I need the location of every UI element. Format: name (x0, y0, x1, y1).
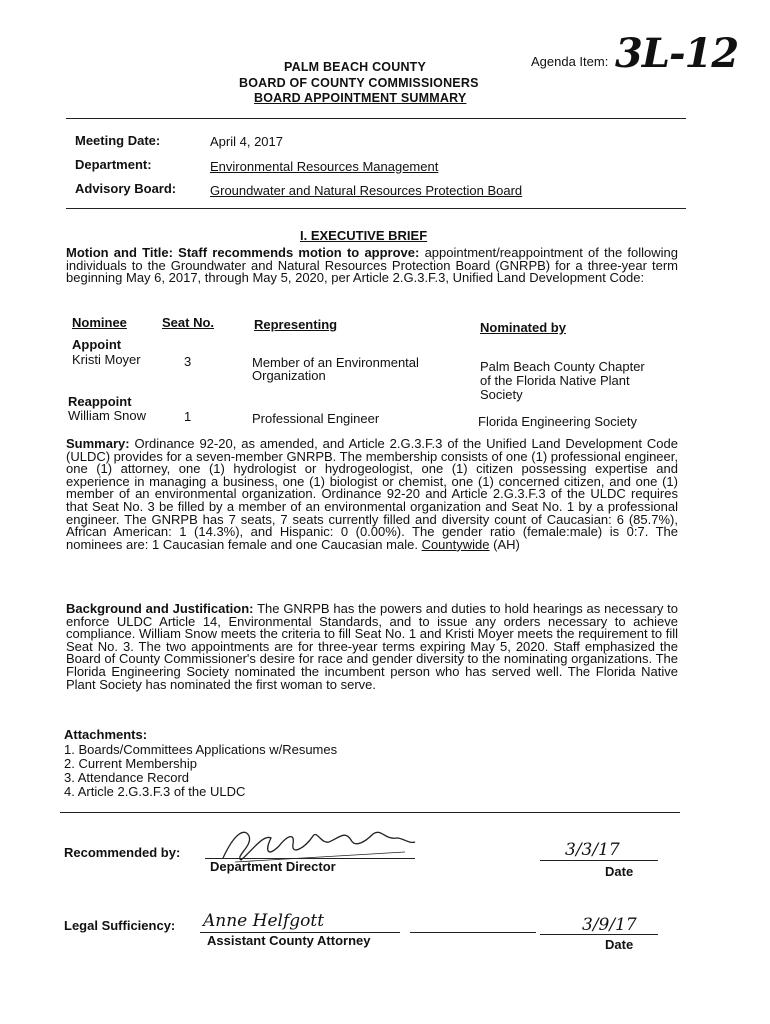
agenda-item-label: Agenda Item: (531, 54, 609, 69)
date-line (540, 934, 658, 935)
nominee-header: Nominee (72, 315, 127, 330)
summary-title: BOARD APPOINTMENT SUMMARY (254, 91, 467, 105)
summary-paragraph (66, 438, 678, 551)
attachment-item: 1. Boards/Committees Applications w/Resumes (64, 742, 338, 757)
advisory-board-value: Groundwater and Natural Resources Protection Board (210, 183, 523, 198)
meeting-date-label: Meeting Date: (75, 133, 161, 148)
seat-header: Seat No. (162, 315, 215, 330)
motion-text: appointment/reappointment of the following individuals to the Groundwater and Natural Resources Protection Board (GNRPB) for a three-year term beginning May 6, 2017, through May 5, 2020, per Article 2.G.3.F.3, Unified Land Development Code: (66, 245, 678, 286)
recommended-by-label: Recommended by: (64, 845, 181, 860)
board-heading: BOARD OF COUNTY COMMISSIONERS (239, 76, 479, 90)
nominee-seat: 1 (184, 409, 192, 424)
section-title: I. EXECUTIVE BRIEF (300, 228, 428, 243)
legal-sufficiency-label: Legal Sufficiency: (64, 918, 176, 933)
summary-suffix: (AH) (493, 536, 520, 552)
date-label: Date (605, 937, 634, 952)
divider (66, 208, 686, 209)
appoint-label: Appoint (72, 337, 122, 352)
attachment-item: 3. Attendance Record (64, 770, 190, 785)
nominee-nominated-by: Palm Beach County Chapter (480, 359, 645, 374)
nominee-nominated-by: Florida Engineering Society (478, 414, 637, 429)
nominated-by-header: Nominated by (480, 320, 566, 335)
meeting-date-value: April 4, 2017 (210, 134, 283, 149)
summary-text: Ordinance 92-20, as amended, and Article 2.G.3.F.3 of the Unified Land Development Code (ULDC) provides for a seven-member GNRPB. The membership consists of one (1) professional engineer, one (1) attorney, one (1) hydrologist or hydrogeologist, one (1) citizen possessing expertise and experience in managing a business, one (1) biologist or chemist, one (1) concerned citizen, and one (1) member of an environmental organization. Ordinance 92-20 and Article 2.G.3.F.3 of the ULDC requires that Seat No. 3 be filled by a member of an environmental organization and Seat No. 1 by a professional engineer. The GNRPB has 7 seats, 7 seats currently filled and diversity count of Caucasian: 6 (85.7%), African American: 1 (14.3%), and Hispanic: 0 (0.00%). The gender ratio (female:male) is 0:7. The nominees are: 1 Caucasian female and one Caucasian male. (66, 436, 678, 552)
department-label: Department: (75, 157, 152, 172)
nominee-representing: Organization (252, 368, 326, 383)
divider (60, 812, 680, 813)
date-label: Date (605, 864, 634, 879)
background-text: The GNRPB has the powers and duties to hold hearings as necessary to enforce ULDC Article 14, Environmental Standards, and to issue any orders necessary to achieve compliance. William Snow meets the criteria to fill Seat No. 1 and Kristi Moyer meets the requirement to fill Seat No. 3. The two appointments are for three-year terms expiring May 5, 2020. Staff emphasized the Board of County Commissioner's desire for race and gender diversity to the nominating organizations. The Florida Engineering Society nominated the incumbent person who has served well. The Florida Native Plant Society has nominated the first woman to serve. (66, 601, 678, 692)
divider (66, 118, 686, 119)
nominee-name: William Snow (68, 408, 147, 423)
background-paragraph (66, 603, 678, 691)
nominee-nominated-by: Society (480, 387, 523, 402)
agenda-item-number: 3L-12 (615, 30, 739, 77)
attachment-item: 4. Article 2.G.3.F.3 of the ULDC (64, 784, 246, 799)
summary-label: Summary: (66, 436, 130, 451)
attachments-label: Attachments: (64, 727, 148, 742)
date-value: 3/9/17 (582, 915, 637, 935)
motion-label: Motion and Title: Staff recommends motion to approve: (66, 245, 420, 260)
background-label: Background and Justification: (66, 601, 254, 616)
advisory-board-label: Advisory Board: (75, 181, 177, 196)
motion-paragraph (66, 247, 678, 285)
attachment-item: 2. Current Membership (64, 756, 197, 771)
nominee-representing: Professional Engineer (252, 411, 380, 426)
reappoint-label: Reappoint (68, 394, 132, 409)
date-value: 3/3/17 (565, 840, 620, 860)
assistant-county-attorney-label: Assistant County Attorney (207, 933, 371, 948)
attorney-signature: Anne Helfgott (203, 911, 325, 931)
department-director-label: Department Director (210, 859, 336, 874)
representing-header: Representing (254, 317, 338, 332)
date-line (540, 860, 658, 861)
signature-line (410, 932, 536, 933)
county-heading: PALM BEACH COUNTY (284, 60, 427, 74)
nominee-name: Kristi Moyer (72, 352, 141, 367)
countywide-link: Countywide (421, 536, 490, 552)
nominee-representing: Member of an Environmental (252, 355, 419, 370)
department-value: Environmental Resources Management (210, 159, 439, 174)
nominee-seat: 3 (184, 354, 192, 369)
nominee-nominated-by: of the Florida Native Plant (480, 373, 630, 388)
